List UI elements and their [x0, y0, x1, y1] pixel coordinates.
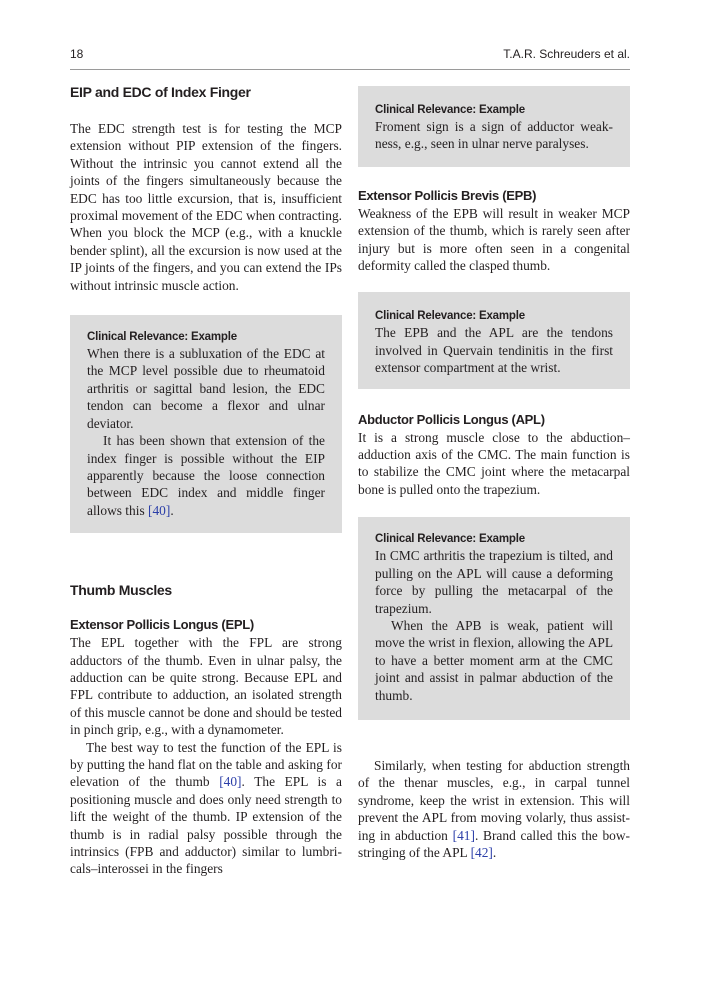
subsection-heading-apl: Abductor Pollicis Longus (APL)	[358, 411, 545, 427]
box-title: Clinical Relevance: Example	[375, 533, 525, 546]
clinical-relevance-box-epb	[358, 292, 630, 388]
box-title: Clinical Relevance: Example	[375, 104, 525, 116]
apl-paragraph: It is a strong muscle close to the abduction–adduction axis of the CMC. The main function is to stabilize the CMC joint where the metacarpal bone is pulled onto the trapezium.	[358, 429, 630, 497]
clinical-relevance-box-froment	[358, 86, 630, 167]
epb-paragraph: Weakness of the EPB will result in weaker MCP extension of the thumb, which is rarely seen after injury but is more often seen in a congenital deformity called the clasped thumb.	[358, 205, 630, 274]
eip-paragraph: The EDC strength test is for testing the MCP extension without PIP extension of the fingers. Without the intrinsic you cannot extend all the joints of the fingers simultaneously because the EDC has too little excursion, that is, insufficient proximal movement of the EDC when contracting. When you block the MCP (e.g., with a knuckle bender splint), all the excursion is now used at the IP joints of the fingers, and you can extend the IPs without intrinsic muscle action.	[70, 121, 342, 293]
citation-link[interactable]: [40]	[219, 774, 242, 790]
epl-paragraph-2: The best way to test the function of the EPL is by putting the hand flat on the table and asking for elevation of the thumb [40]. The EPL is a positioning muscle and does only need strength to lift the weight of the thumb. IP extension of the thumb is in radial palsy possible through the intrinsics (FPB and adductor) similar to lumbricals–interossei in the fingers	[70, 739, 342, 877]
box-paragraph: The EPB and the APL are the tendons involved in Quervain tendinitis in the first extensor compartment at the wrist.	[375, 325, 613, 376]
box-paragraph: In CMC arthritis the trapezium is tilted, and pulling on the APL will cause a deforming force by pulling the metacarpal of the trapezium.	[375, 548, 613, 616]
right-column	[358, 86, 630, 861]
clinical-relevance-box-cmc	[358, 517, 630, 720]
box-title: Clinical Relevance: Example	[87, 331, 237, 344]
running-authors: T.A.R. Schreuders et al.	[503, 47, 630, 61]
box-paragraph: Froment sign is a sign of adductor weakness, e.g., seen in ulnar nerve paralyses.	[375, 119, 613, 152]
abduction-strength-paragraph: Similarly, when testing for abduction strength of the thenar muscles, e.g., in carpal tunnel syndrome, keep the wrist in extension. This will prevent the APL from moving volarly, thus assisting in abduction [41]. Brand called this the bowstringing of the APL [42].	[358, 757, 631, 860]
box-title: Clinical Relevance: Example	[375, 310, 525, 323]
box-paragraph: It has been shown that extension of the index finger is possible without the EIP apparently because the loose connection between EDC index and middle finger allows this [40].	[87, 433, 325, 518]
citation-link[interactable]: [42]	[470, 844, 493, 860]
epl-paragraph-1: The EPL together with the FPL are strong adductors of the thumb. Even in ulnar palsy, the adduction can be quite strong. Because EPL and FPL contribute to adduction, an isolated strength of this muscle cannot be done and should be tested in pinch grip, e.g., with a dynamometer.	[70, 635, 342, 738]
clinical-relevance-box-edc	[70, 315, 342, 533]
section-heading-thumb-muscles: Thumb Muscles	[70, 582, 172, 599]
box-paragraph: When the APB is weak, patient will move the wrist in flexion, allowing the APL to have a better moment arm at the CMC joint and assist in palmar abduction of the thumb.	[375, 617, 613, 703]
citation-link[interactable]: [40]	[148, 502, 171, 518]
subsection-heading-epb: Extensor Pollicis Brevis (EPB)	[358, 187, 537, 203]
citation-link[interactable]: [41]	[452, 827, 475, 843]
page-number: 18	[70, 47, 84, 61]
subsection-heading-epl: Extensor Pollicis Longus (EPL)	[70, 617, 254, 633]
section-heading-eip-edc: EIP and EDC of Index Finger	[70, 84, 251, 100]
box-paragraph: When there is a subluxation of the EDC at the MCP level possible due to rheumatoid arthritis or sagittal band lesion, the EDC tendon can become a flexor and ulnar deviator.	[87, 346, 325, 431]
left-column	[70, 82, 342, 878]
running-header	[70, 47, 630, 70]
